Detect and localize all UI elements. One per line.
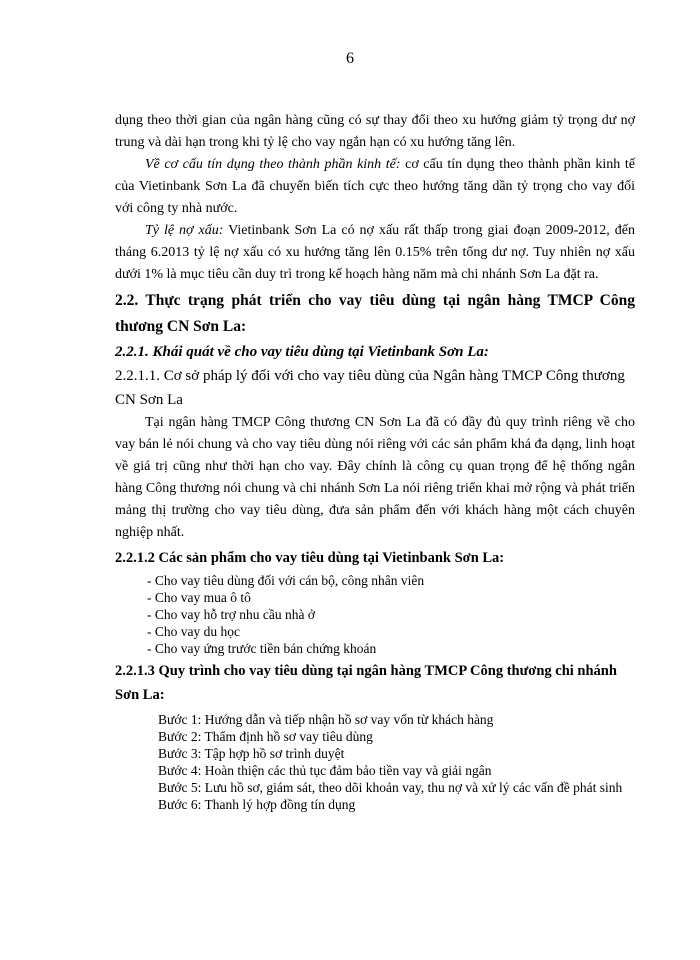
list-item: - Cho vay ứng trước tiền bán chứng khoán	[147, 641, 377, 656]
list-item: - Cho vay tiêu dùng đối với cán bộ, công nhân viên	[147, 573, 425, 588]
paragraph-bad-debt-text: Vietinbank Sơn La có nợ xấu rất thấp trong giai đoạn 2009-2012, đến tháng 6.2013 tỷ lệ nợ xấu có xu hướng tăng lên 0.15% trên tổng dư nợ. Tuy nhiên nợ xấu dưới 1% là mục tiêu cần duy trì trong kế hoạch hàng năm mà chi nhánh Sơn La đặt ra.	[115, 223, 636, 282]
page-number: 6	[346, 50, 354, 67]
step-item: Bước 2: Thẩm định hồ sơ vay tiêu dùng	[158, 729, 373, 744]
paragraph-credit-structure	[115, 154, 635, 220]
list-item: - Cho vay du học	[147, 624, 240, 639]
list-item: - Cho vay hỗ trợ nhu cầu nhà ở	[147, 607, 315, 622]
paragraph-bad-debt	[115, 220, 635, 286]
list-item: - Cho vay mua ô tô	[147, 590, 251, 605]
paragraph-credit-term: dụng theo thời gian của ngân hàng cũng có sự thay đổi theo xu hướng giảm tỷ trọng dư nợ trung và dài hạn trong khi tỷ lệ cho vay ngắn hạn có xu hướng tăng lên.	[115, 113, 635, 150]
paragraph-credit-structure-text: cơ cấu tín dụng theo thành phần kinh tế của Vietinbank Sơn La đã chuyển biến tích cực theo hướng tăng dần tỷ trọng cho vay đối với công ty nhà nước.	[115, 157, 635, 216]
step-item: Bước 4: Hoàn thiện các thủ tục đảm bảo tiền vay và giải ngân	[158, 763, 492, 778]
step-item: Bước 6: Thanh lý hợp đồng tín dụng	[158, 797, 356, 812]
heading-2-2-1-2: 2.2.1.2 Các sản phẩm cho vay tiêu dùng tại Vietinbank Sơn La:	[115, 550, 505, 566]
product-list	[147, 572, 635, 657]
document-body	[115, 110, 635, 813]
step-item: Bước 5: Lưu hồ sơ, giám sát, theo dõi khoản vay, thu nợ và xử lý các vấn đề phát sinh	[158, 780, 623, 795]
heading-2-2-1-3: 2.2.1.3 Quy trình cho vay tiêu dùng tại ngân hàng TMCP Công thương chi nhánh Sơn La:	[115, 663, 617, 703]
paragraph-credit-structure-lead: Về cơ cấu tín dụng theo thành phần kinh tế:	[145, 157, 401, 172]
step-item: Bước 3: Tập hợp hồ sơ trình duyệt	[158, 746, 345, 761]
heading-2-2-1: 2.2.1. Khái quát về cho vay tiêu dùng tại Vietinbank Sơn La:	[115, 344, 489, 360]
process-steps	[115, 711, 635, 813]
heading-2-2: 2.2. Thực trạng phát triển cho vay tiêu dùng tại ngân hàng TMCP Công thương CN Sơn La:	[115, 292, 635, 335]
heading-2-2-1-1: 2.2.1.1. Cơ sở pháp lý đối với cho vay tiêu dùng của Ngân hàng TMCP Công thương CN Sơn La	[115, 368, 625, 408]
paragraph-legal-basis: Tại ngân hàng TMCP Công thương CN Sơn La đã có đầy đủ quy trình riêng về cho vay bán lẻ nói chung và cho vay tiêu dùng nói riêng với các sản phẩm khá đa dạng, linh hoạt về giá trị cũng như thời hạn cho vay. Đây chính là công cụ quan trọng để hệ thống ngân hàng Công thương nói chung và chi nhánh Sơn La nói riêng triển khai mở rộng và phát triển mảng thị trường cho vay tiêu dùng, đưa sản phẩm đến với khách hàng một cách chuyên nghiệp nhất.	[115, 415, 635, 540]
step-item: Bước 1: Hướng dẫn và tiếp nhận hồ sơ vay vốn từ khách hàng	[158, 712, 494, 727]
paragraph-bad-debt-lead: Tỷ lệ nợ xấu:	[145, 223, 224, 238]
